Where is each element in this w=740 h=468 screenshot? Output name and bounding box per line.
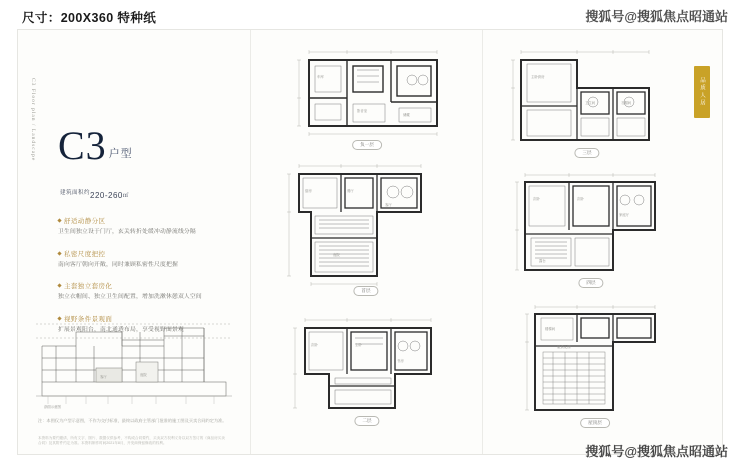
brochure-sheet [18, 30, 722, 454]
area-line [60, 188, 129, 200]
feature-body: 南向客厅朝向开敞，同时兼顾私密性尺度把握 [58, 261, 178, 268]
svg-text:储藏: 储藏 [403, 113, 410, 117]
quality-ribbon [694, 66, 710, 118]
left-panel [18, 30, 250, 454]
svg-text:主卧套房: 主卧套房 [531, 75, 545, 79]
footer-disclaimer: 本资料为要约邀请，所有文字、图片、数据仅供参考，不构成合同要约，买卖双方权利义务以双方签订的《商品房买卖合同》及其附件约定为准。本资料制作时间2021年8月，开发商保留修改的权利。 [38, 436, 225, 446]
plan-badge: 首层 [353, 286, 378, 296]
watermark-bottom-text: 搜狐号@搜狐焦点昭通站 [585, 444, 728, 459]
area-prefix: 建筑面积约 [60, 190, 91, 196]
unit-code [58, 123, 133, 168]
site-section-svg [36, 312, 232, 412]
svg-text:庭院: 庭院 [140, 373, 147, 377]
feature-body: 扩展景观阳台，南北通透布局，享受视野面景观 [58, 327, 184, 334]
ribbon-text: 品质人居 [699, 77, 705, 107]
floor-plan-fourth [509, 170, 673, 286]
feature-title-row [58, 216, 208, 225]
feature-item [58, 216, 208, 237]
floor-plan-roof [517, 302, 673, 426]
svg-text:次卧: 次卧 [533, 197, 540, 201]
feature-title: 主套独立套房化 [64, 283, 113, 291]
floor-plan-second-svg [285, 312, 449, 424]
watermark-top-text: 搜狐号@搜狐焦点昭通站 [585, 9, 728, 24]
floor-plan-fourth-svg [509, 170, 673, 286]
floor-plan-basement-svg [287, 42, 447, 146]
svg-text:餐厅: 餐厅 [347, 189, 354, 193]
feature-item [58, 249, 208, 270]
plan-badge: 三层 [574, 148, 599, 158]
svg-text:卫生间: 卫生间 [585, 101, 596, 105]
feature-title-row [58, 249, 208, 258]
floor-plan-third-svg [507, 44, 667, 154]
area-value: 220-260 [90, 191, 123, 200]
plan-badge: 屋顶层 [580, 418, 610, 428]
floor-plan-basement [287, 42, 447, 146]
feature-title: 视野条件景观面 [64, 316, 113, 324]
diamond-bullet-icon [57, 218, 61, 222]
svg-text:屋顶花园: 屋顶花园 [557, 345, 571, 349]
svg-text:影音室: 影音室 [357, 109, 368, 113]
svg-text:庭院: 庭院 [333, 253, 340, 257]
watermark-top [585, 6, 728, 25]
right-panel [483, 30, 722, 454]
unit-code-suffix: 户型 [108, 148, 133, 160]
plan-badge: 负一层 [352, 140, 382, 150]
vertical-caption: C3 Floor plan / Landscape [30, 78, 36, 162]
feature-title: 私密尺度把控 [64, 250, 106, 258]
feature-title-row [58, 281, 208, 290]
watermark-bottom [585, 441, 728, 460]
plan-badge: 二层 [354, 416, 379, 426]
svg-text:次卧: 次卧 [577, 197, 584, 201]
diamond-bullet-icon [57, 251, 61, 255]
diamond-bullet-icon [57, 284, 61, 288]
plan-badge: 四层 [578, 278, 603, 288]
floor-plan-roof-svg [517, 302, 673, 426]
unit-code-text: C3 [58, 123, 107, 168]
top-bar [0, 0, 740, 30]
floor-plan-first [281, 160, 451, 292]
svg-text:客厅: 客厅 [385, 203, 392, 207]
area-unit: ㎡ [122, 193, 129, 199]
svg-text:衣帽间: 衣帽间 [621, 101, 632, 105]
svg-text:客厅: 客厅 [100, 375, 107, 379]
floor-plan-first-svg [281, 160, 451, 292]
svg-text:次卧: 次卧 [311, 343, 318, 347]
floor-plan-second [285, 312, 449, 424]
floor-plan-third [507, 44, 667, 154]
svg-text:剖面示意图: 剖面示意图 [44, 405, 61, 409]
feature-item [58, 281, 208, 302]
svg-text:露台: 露台 [539, 259, 546, 263]
svg-text:主卧: 主卧 [355, 343, 362, 347]
svg-text:厨房: 厨房 [305, 189, 312, 193]
feature-title: 舒适动静分区 [64, 218, 106, 225]
svg-text:楼梯间: 楼梯间 [545, 327, 556, 331]
mid-panel [251, 30, 482, 454]
feature-body: 卫生间独立设于门厅，玄关转折处缓冲动静流线分隔 [58, 229, 196, 235]
svg-text:家庭厅: 家庭厅 [619, 213, 630, 217]
site-section-drawing [36, 312, 232, 412]
site-note: 注：本图仅为户型示意图，不作为交付标准，最终以政府主管部门批准的施工图及买卖合同约定为准。 [38, 418, 227, 424]
spec-label: 尺寸：200X360 特种纸 [22, 11, 157, 25]
feature-body: 独立衣帽间、独立卫生间配置，增加洗漱休憩双人空间 [58, 294, 202, 301]
svg-text:书房: 书房 [397, 359, 404, 363]
svg-text:车库: 车库 [317, 75, 324, 79]
